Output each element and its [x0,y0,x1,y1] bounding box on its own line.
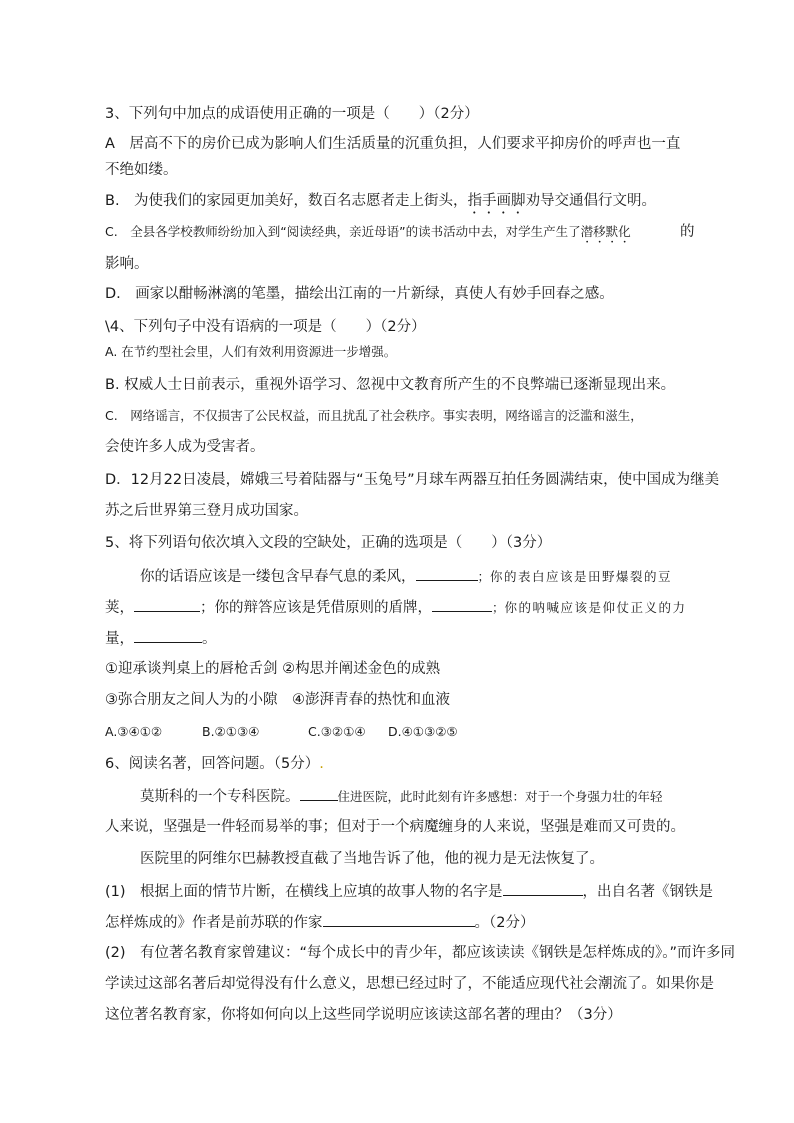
q4-option-c: C. 网络谣言，不仅损害了公民权益，而且扰乱了社会秩序。事实表明，网络谣言的泛滥和滋生， [105,408,643,423]
q5-passage-1c: 你的表白应该是田野爆裂的豆 [490,569,673,584]
q4-option-c-cont: 会使许多人成为受害者。 [105,439,265,455]
q5-passage-3b: 。 [202,631,217,647]
q4-option-a: A. 在节约型社会里，人们有效利用资源进一步增强。 [105,344,397,359]
q5-choices [105,722,458,742]
q5-choice-d: D.④①③②⑤ [388,724,458,739]
q3-stem: 3、下列句中加点的成语使用正确的一项是（ ）（2分） [105,106,479,122]
q6-stem [105,754,324,774]
q5-passage-line-2 [105,597,687,618]
q3-option-b [105,191,656,217]
q5-blank-4[interactable] [134,628,202,643]
q3-option-c-tail: 的 [680,224,695,240]
q6-passage-line-2: 人来说，坚强是一件轻而易举的事；但对于一个病魔缠身的人来说，坚强是难而又可贵的。 [105,819,685,835]
q6-sub1-b: ，出自名著《钢铁是 [582,884,714,900]
q3-option-a-cont: 不绝如缕。 [105,162,178,178]
q6-sub1-line-1 [105,881,713,902]
q5-sentences-1: ①迎承谈判桌上的唇枪舌剑 ②构思并阐述金色的成熟 [105,661,441,677]
q5-choice-b: B.②①③④ [202,724,260,739]
q6-stem-mark: . [319,756,324,772]
q5-passage-line-1 [140,566,672,587]
q6-passage-1a: 莫斯科的一个专科医院。 [140,789,300,805]
q6-passage-line-1 [140,786,663,807]
q6-sub1-d: 。（2分） [474,915,535,931]
q6-passage-line-3: 医院里的阿维尔巴赫教授直截了当地告诉了他，他的视力是无法恢复了。 [140,851,604,867]
q6-sub1-a: (1) 根据上面的情节片断，在横线上应填的故事人物的名字是 [105,884,503,900]
q5-passage-2b: ；你的辩答应该是凭借原则的盾牌， [200,600,432,616]
q6-passage-1b: 住进医院，此时此刻有许多感想：对于一个身强力壮的年轻 [337,789,663,804]
q5-passage-2c: ； [492,600,505,615]
q3-option-c-pre: C. 全县各学校教师纷纷加入到“阅读经典，亲近母语”的读书活动中去，对学生产生了 [105,224,581,239]
q5-passage-1a: 你的话语应该是一缕包含早春气息的柔风， [140,569,416,585]
q3-option-c-cont: 影响。 [105,256,149,272]
q6-sub2-line-1: (2) 有位著名教育家曾建议：“每个成长中的青少年，都应该读读《钢铁是怎样炼成的》。”而许多同 [105,945,736,961]
q3-option-b-post: 劝导交通倡行文明。 [525,193,657,209]
q4-option-d-cont: 苏之后世界第三登月成功国家。 [105,503,308,519]
q6-stem-text: 6、阅读名著，回答问题。（5分） [105,756,320,772]
q5-passage-2d: 你的呐喊应该是仰仗正义的力 [504,600,687,615]
q3-option-b-pre: B. 为使我们的家园更加美好，数百名志愿者走上街头， [105,193,468,209]
q3-option-d: D. 画家以酣畅淋漓的笔墨，描绘出江南的一片新绿，真使人有妙手回春之感。 [105,286,614,302]
q6-blank-name[interactable] [300,786,338,801]
q5-blank-3[interactable] [432,597,492,612]
q6-sub2-line-2: 学读过这部名著后却觉得没有什么意义，思想已经过时了，不能适应现代社会潮流了。如果你是 [105,976,714,992]
q4-stem: \4、下列句子中没有语病的一项是（ ）（2分） [105,319,426,335]
q3-option-c [105,222,631,246]
q5-choice-c: C.③②①④ [308,724,366,739]
q3-option-b-idiom: 指手画脚 [467,193,526,209]
q3-option-c-idiom: 潜移默化 [580,224,631,239]
q5-passage-1b: ； [477,569,491,584]
q5-stem: 5、将下列语句依次填入文段的空缺处，正确的选项是（ ）（3分） [105,535,552,551]
q5-passage-line-3 [105,628,217,649]
q6-blank-character[interactable] [503,881,583,896]
q6-sub1-line-2 [105,912,534,933]
q5-sentences-2: ③弥合朋友之间人为的小隙 ④澎湃青春的热忱和血液 [105,692,450,708]
q3-option-a: A 居高不下的房价已成为影响人们生活质量的沉重负担，人们要求平抑房价的呼声也一直 [105,136,681,152]
q6-sub1-c: 怎样炼成的》作者是前苏联的作家 [105,915,323,931]
q4-option-d: D．12月22日凌晨，嫦娥三号着陆器与“玉兔号”月球车两器互拍任务圆满结束，使中国成为继美 [105,472,720,488]
q5-blank-1[interactable] [416,566,478,581]
q5-choice-a: A.③④①② [105,724,163,739]
q5-passage-3a: 量， [105,631,134,647]
q4-option-b: B. 权威人士日前表示，重视外语学习、忽视中文教育所产生的不良弊端已逐渐显现出来。 [105,377,676,393]
q6-sub2-line-3: 这位著名教育家，你将如何向以上这些同学说明应该读这部名著的理由？（3分） [105,1007,622,1023]
q5-passage-2a: 荚， [105,600,134,616]
q6-blank-author[interactable] [323,912,475,927]
q5-blank-2[interactable] [134,597,200,612]
